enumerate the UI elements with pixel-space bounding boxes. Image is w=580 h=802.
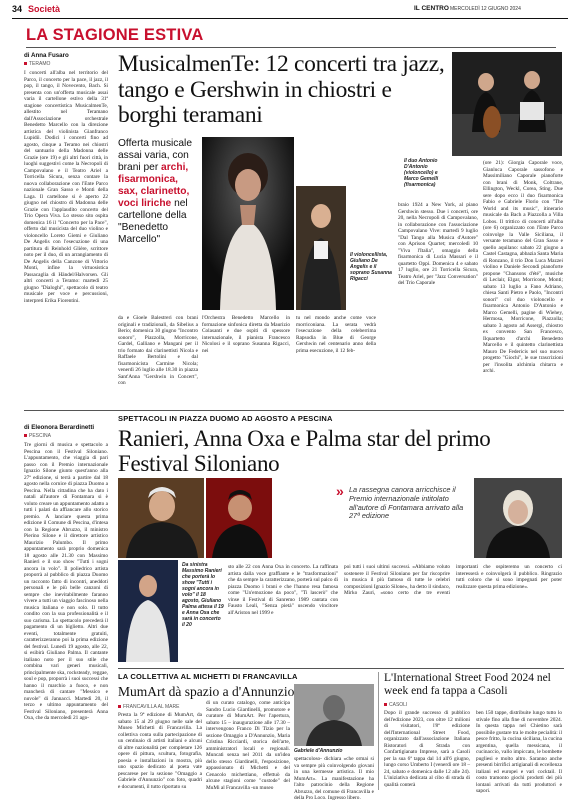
ranieri-stage-photo bbox=[118, 560, 178, 662]
ranieri-stage-image bbox=[118, 560, 178, 662]
oxa-photo bbox=[474, 478, 562, 558]
article1-col4: tu nel mondo anche come voce morriconiana. La serata vedrà l'esecuzione della celeberrima Rapsodia in Blue di George Gershwin nel centenario anno della prima esecuzione, il 12 feb- bbox=[296, 315, 376, 354]
article1-col2: da e Gioele Balestreri con brani originali e tradizionali, da Sibelius a Berio; domenica 30 giugno "Incontro sonoro", Piazzolla, Morricone, Gardel, Galliano e Mangani per il trio formato dai clarinettisti Nicola e Raffaele Bertolini e dal fisarmonicista Carmine Nicola; venerdì 26 luglio alle 18.30 in piazza Sant'Anna "Gershwin in Concert", con bbox=[118, 315, 198, 386]
article1-lead-prefix: Offerta musicale assai varia, con brani per bbox=[118, 138, 192, 173]
article1-col5: braio 1924 a New York, al piano Gershwin stesso. Due i concerti, ore 20, nella Necropoli di Campovalano, in collaborazione con l'associazione Campovalano Vive: martedì 9 luglio "Dal Tango alla Musica d'Autore" con Aprison Quartet; mercoledì 10 "Viva l'Italia", omaggio della fisarmonica di Lucia Massari e il quartetto Oppi. Domenica 4 e sabato 17 luglio, ore 21 Torricella Sicura, Teatro Ariel, per "Jazz Conversation" del Trio Caporale bbox=[398, 202, 478, 286]
article1-soloists-caption: Il violoncellista, Giuliano De Angelis e il soprano Susanna Rigacci bbox=[350, 252, 392, 282]
article4-col2: ben 150 tappe, distribuite lungo tutto lo stivale fino alla fine di novembre 2024. In questa tappa nel Chietino sarà possibile gustare tra le molte pecialità: il pesce fritto, la cucina siciliana, la cucina argentina, quella messicana, il cucinaccio, vallo impiccato, le bombette pugliesi e molto altro. Saranno anche presenti birrifici artigianali di eccellenza italiani ed europei e vari cocktail. Il costo tramonto giochi prodotti dei più lontani arrivati da tutti produttori e sapori. bbox=[476, 710, 562, 794]
article1-place: TERAMO bbox=[24, 61, 50, 67]
palma-photo bbox=[206, 478, 272, 558]
article4-place: CASOLI bbox=[384, 702, 407, 708]
article2-headline: Ranieri, Anna Oxa e Palma star del primo Festival Siloniano bbox=[118, 426, 491, 476]
article2-col2: sto alle 22 con Anna Oxa in concerto. La raffinata artista dalla voce graffiante e le "trasformazioni" che da sempre la caratterizzano, porterà sul palco di piazza Duomo i brani e che l'hanno resa famosa come "Un'emozione da poco", "Ti lascerò" che vinse il Festival di Sanremo 1989 cantata con Fausto Leali, "Senza pietà" uscendo vincitore all'Ariston nel 1999 e bbox=[228, 564, 338, 616]
article3-col1: Presta la 9ª edizione di MumArt, da sabato 15 al 29 giugno nelle sale del Museo Michetti di Francavilla. La collettiva conta sulla partecipazione di un centinaio di artisti italiani e alcuni di altre nazionalità per completare 126 opere di pittura, scultura, fotografia, poesia e installazioni in mostra, più uno spazio dedicato al poeta vate pescarese per la sezione "Omaggio a Gabriele d'Annunzio" con foto, quadri e documenti, il tutto riportato su bbox=[118, 712, 202, 790]
page-number: 34 bbox=[12, 4, 23, 14]
article2-bottom-rule bbox=[118, 668, 564, 669]
article3-divider bbox=[378, 672, 379, 790]
pianist-photo bbox=[296, 186, 346, 310]
palma-image bbox=[206, 478, 272, 558]
article2-col3: poi tutti i suoi ultimi successi. «Abbiamo voluto sostenere il Festival Siloniano per far riscoprire in musica il più famoso di tutte le celebri composizioni Ignazio Silone», ha detto il sindaco, Mirko Zauri, «sono certo che tre eventi importanti che ospiteremo un concerto ci interesserà e coinvolgerà il pubblico. Ringrazio tutti coloro che si sono impegnati per poter realizzare questa prima edizione». bbox=[344, 564, 562, 596]
article4-col1: Dopo il grande successo di pubblico dell'edizione 2023, con oltre 12 milioni di visitatori, l'8ª edizione dell'International Street Food, organizzato dall'associazione Italiana Ristoratori di Strada con Confartigianato Imprese, sarà a Casoli per la sua 6ª tappa dal 14 all'6 giugno, lungo corso Umberto I (venerdì ore 18 – 24, sabato e domenica dalle 12 alle 24). L'iniziativa dedicata al cibo di strada di qualità conterà bbox=[384, 710, 470, 788]
newspaper-name: IL CENTRO bbox=[414, 5, 449, 12]
issue-date: MERCOLEDÌ 12 GIUGNO 2024 bbox=[450, 5, 521, 12]
soprano-image bbox=[202, 137, 294, 310]
dannunzio-photo bbox=[294, 684, 374, 746]
article3-place: FRANCAVILLA AL MARE bbox=[118, 704, 179, 710]
article2-place: PESCINA bbox=[24, 433, 51, 439]
article2-quote-mark: » bbox=[336, 483, 344, 499]
section-name: Società bbox=[28, 4, 61, 14]
header-rule bbox=[12, 18, 568, 19]
article3-caption: Gabriele d'Annunzio bbox=[294, 748, 343, 754]
article2-col1: Tre giorni di musica e spettacolo a Pescina con il Festival Siloniano. L'appuntamento, che viaggia di pari passo con il Premio internazionale Ignazio Silone giunto quest'anno alla 27ª edizione, si terrà a partire dal 18 agosto nella cornice di piazza Duomo a Pescina. Nella cittadina che ha dato i natali all'autore di Fontamara si è voluto creare un appuntamento adatto a tutti i palati da affiancare allo storico premio. A lanciare questa prima edizione il Comune di Pescina, d'intesa con la Regione Abruzzo, il ministro Pierino Silone e il direttore artistico Maurizio Palumbo. Il primo appuntamento sarà proprio domenica 18 agosto alle 21.30 con Massimo Ranieri e il suo show "Tutti i sogni ancora in volo". Il poliedrico artista proporrà al pubblico di piazza Duomo un racconto fatto di incontri, aneddoti personali e le più belle canzoni di sempre che inevitabilmente faranno vivere a tutti un viaggio fascinoso nella musica italiana e non solo. Il tutto condito con la sua professionalità e il suo carisma. Lo spettacolo precederà il pagamento di un biglietto. Altri due eventi, totalmente gratuiti, caratterizzeranno poi la prima edizione del festival. Lunedì 19 agosto, alle 22, si esibirà Giuliano Palma. Il cantante italiano noto per il suo stile che combina vari generi musicali, principalmente ska, rocksteady, reggae, soul e pop, proporrà i suoi successi che hanno il marchio a fuoco, e non mancherà di cantare "Messico e nuvole" di Jannacci. Martedì 20, il terzo e ultimo appuntamento del Festival Siloniano, presenterà Anna Oxa, che da mercoledì 21 ago- bbox=[24, 442, 108, 721]
article3-col2: di un curato catalogo, come anticipa Sandro Lucio Giardinelli, promotore e curatore di MumArt. Per l'apertura, sabato 15 – inaugurazione alle 17.30 – intervengono Franco Di Tizio per la sezione Omaggio a D'Annunzio, Maria Cristina Ricciardi, storica dell'arte, amministratori locali e regionali. Muncati senza nel 2011 da un'idea dello stesso Giardinelli, l'esposizione, appassionato di Michetti e del Cenacolo michettiano, effettuò da alcune stagioni come "custode" del MuMi al Francavilla -un museo bbox=[206, 700, 290, 791]
article1-duo-caption: Il duo Antonio D'Antonio (violoncello) e Marco Gemelli (fisarmonica) bbox=[404, 158, 439, 188]
banner-rule bbox=[26, 47, 556, 48]
article1-lead-suffix: nel cartellone della "Benedetto Marcello" bbox=[118, 198, 188, 245]
article4-headline: L'International Street Food 2024 nel week end fa tappa a Casoli bbox=[384, 672, 551, 697]
soprano-photo bbox=[202, 137, 294, 310]
dannunzio-image bbox=[294, 684, 374, 746]
duo-image bbox=[452, 52, 562, 156]
article1-col6: (ore 21): Giorgia Caporale voce, Gianluca Caporale sassofono e Massimiliano Caporale pianoforte con brani di Monk, Coltrane, Ellington, Weckl, Corea, Sting. Due sere dopo ecco il duo fisarmonica Fabio e Gabriele Florio con "The World and its music", itinerario musicale da Bach a Piazzolla a Villa Lobos. Il trittico di concerti all'alba (ore 6) organizzato con l'Ente Parco coinvolge la Valle Siciliana, il versante teramano del Gran Sasso e quello aquilano: sabato 22 giugno a Castel Castagna, abbazia Santa Maria di Ronzano, il trio Don Luca Mazzei violino e Daniele Secondi pianoforte propone "Chansons d'été", musiche di Leclair, Elgar, Morricone, Monti; sabato 13 luglio a Fano Adriano, chiesa Santi Pietro e Paolo, "Incontri sonori" col duo violoncello e fisarmonica Antonio D'Antonio e Marco Gemelli, pagine di Wiehey, Hermosa, Morricone, Piazzolla; sabato 3 agosto ad Assergi, chiostro ex convento San Francesco, Ilquartetto d'archi Benedetto Marcello e il quintetto clarinettista Mauro De Federicis nel suo nuovo progetto "Giochi", le sue trascrizioni per l'insolita alchimia chitarra e archi. bbox=[483, 160, 563, 374]
article1-lead-highlight: archi, fisarmonica, sax, clarinetto, voci liriche bbox=[118, 162, 190, 209]
article3-kicker: LA COLLETTIVA AL MICHETTI DI FRANCAVILLA bbox=[118, 672, 298, 681]
article1-headline: MusicalmenTe: 12 concerti tra jazz, tango e Gershwin in chiostri e borghi teramani bbox=[118, 51, 445, 128]
article1-col3: l'Orchestra Benedetto Marcello in formazione sinfonica diretta da Maurizio Colasanti e due ospiti di spessore internazionale, il pianista Francesco Nicolosi e il soprano Susanna Rigacci, nei bbox=[202, 315, 290, 354]
duo-photo bbox=[452, 52, 562, 156]
article1-author: di Anna Fusaro bbox=[24, 52, 69, 59]
article3-headline: MumArt dà spazio a d'Annunzio bbox=[118, 684, 295, 699]
article2-kicker: SPETTACOLI IN PIAZZA DUOMO AD AGOSTO A PESCINA bbox=[118, 414, 333, 423]
article3-col3: spettacoloso- dichiara «che ormai si va sempre più coinvolgendo giovani in una kermesse artistica. Il mio MumArt». La manifestazione ha l'alto patrocinio della Regione Abruzzo, del comune di Francavilla e della Pro Loco. Ingresso libero. bbox=[294, 756, 374, 801]
article2-quote: La rassegna canora arricchisce il Premio internazionale intitolato all'autore di Fontamara arrivato alla 27ª edizione bbox=[349, 485, 464, 521]
article1-col1: I concerti all'alba nel territorio del Parco, il concerto per la pace, il jazz, il pop, il tango, il Novecento, Bach. Si presenta con un'offerta musicale assai varia il cartellone estivo della 31ª stagione concertistica MusicalmenTe, allestito nel Teramano dall'Associazione orchestrale Benedetto Marcello con la direzione artistica del violinista Gianfranco Lupidii. Dodici i concerti fino ad agosto, cinque a Teramo nei chiostri del santuario della Madonna delle Grazie (ore 19) e gli altri fuori città, in luoghi suggestivi come la Necropoli di Campovalano e il Teatro Ariel a Torricella Sicura, senza contare la nuova collaborazione con l'Ente Parco nazionale Gran Sasso e Monti della Laga. Il cartellone si è aperto 22 giugno nel chiostro di Madonna delle Grazie con l'applaudito concerto del Trio Opera Viva. Lo stesso sito ospita domenica 16 il "Concerto per la Pace", offerto dal musicista del duo violino e violoncello Loreto Giemi e Giuliano De Angelis con l'esecuzione di una partitura di Reinhold Glière, scrittore noto per il duo, di un arrangiamento di De Angelis della Canzone di Vittorio Monti, infine la virtuosistica Passacaglia di Händel/Halvorsen. Gli altri concerti a Teramo: martedì 25 giugno "Dialoghi", spettacolo di teatro musicale per voce e percussioni, interpreti Erika Fiorentini. bbox=[24, 70, 108, 304]
pianist-image bbox=[296, 186, 346, 310]
section-banner: LA STAGIONE ESTIVA bbox=[26, 26, 204, 44]
ranieri-photo bbox=[118, 478, 204, 558]
ranieri-image bbox=[118, 478, 204, 558]
article2-author: di Eleonora Berardinetti bbox=[24, 424, 95, 431]
article1-lead bbox=[118, 138, 196, 246]
article1-bottom-rule bbox=[24, 410, 564, 411]
oxa-image bbox=[474, 478, 562, 558]
page-header bbox=[12, 3, 568, 17]
article2-caption: Da sinistra Massimo Ranieri che porterà lo show "Tutti i sogni ancora in volo" il 18 agosto, Giuliano Palma attesa il 19 e Anna Oxa che sarà in concerto il 20 bbox=[182, 562, 224, 628]
